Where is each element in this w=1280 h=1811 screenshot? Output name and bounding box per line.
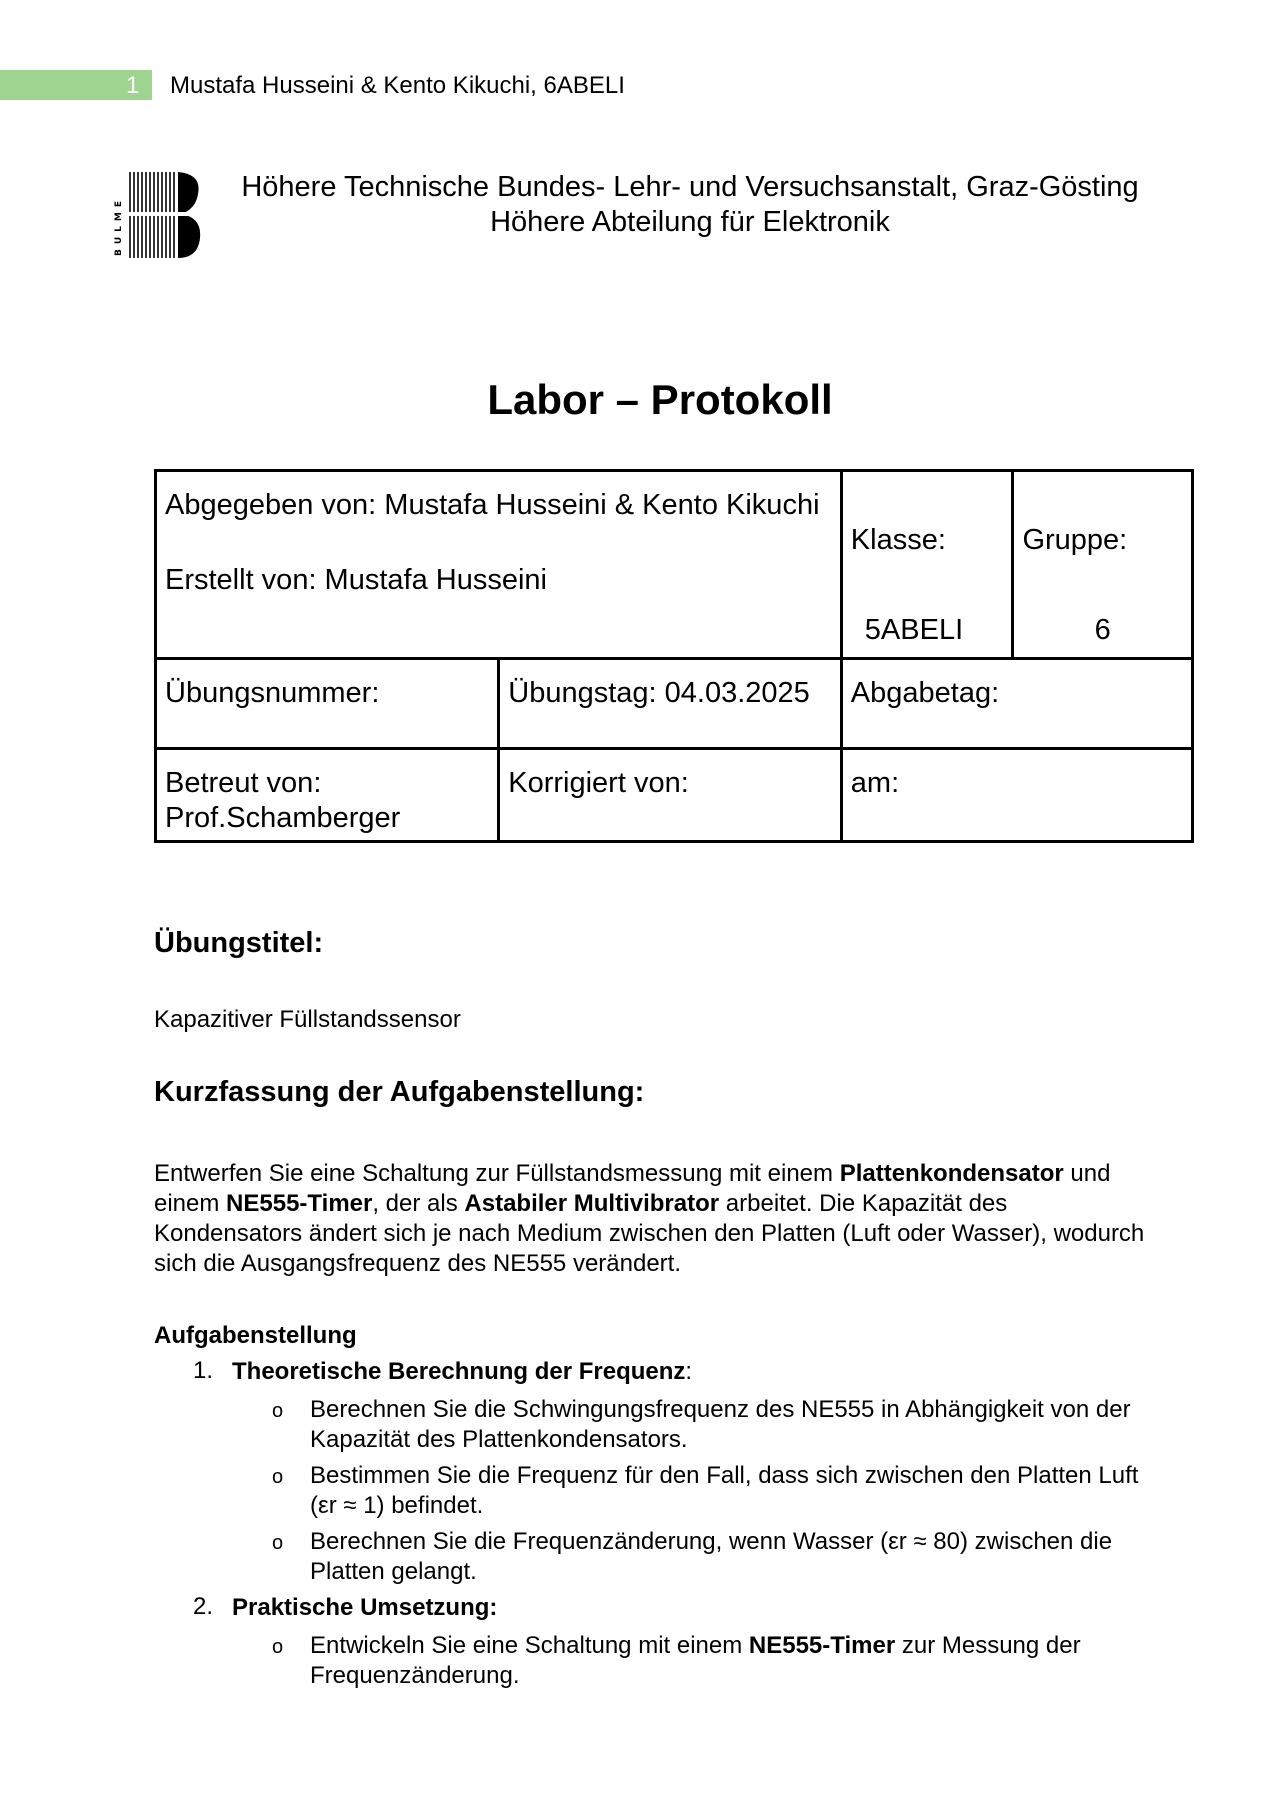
abgabetag-cell bbox=[841, 659, 1192, 749]
item2-title: Praktische Umsetzung: bbox=[232, 1594, 498, 1621]
created-by: Erstellt von: Mustafa Husseini bbox=[165, 564, 547, 596]
item1-title bbox=[232, 1357, 692, 1387]
meta-table bbox=[154, 469, 1194, 843]
betreut-cell bbox=[156, 749, 499, 842]
bulme-logo bbox=[112, 170, 204, 262]
bullet-icon: o bbox=[272, 1466, 284, 1488]
text-run: : bbox=[685, 1358, 693, 1385]
klasse-label: Klasse: bbox=[850, 524, 946, 556]
uebungstag-cell bbox=[499, 659, 842, 749]
submitted-by: Abgegeben von: Mustafa Husseini & Kento Kikuchi bbox=[165, 489, 820, 521]
am: am: bbox=[850, 767, 900, 799]
uebungstitel-heading: Übungstitel: bbox=[154, 927, 324, 959]
text-bold: Theoretische Berechnung der Frequenz bbox=[232, 1358, 686, 1385]
page-title: Labor – Protokoll bbox=[487, 376, 833, 423]
korrigiert-cell bbox=[499, 749, 842, 842]
gruppe-label: Gruppe: bbox=[1022, 524, 1128, 556]
item1-sub3: Berechnen Sie die Frequenzänderung, wenn Wasser (εr ≈ 80) zwischen die Platten gelangt. bbox=[310, 1528, 1113, 1585]
text-run: zur Messung der Frequenzänderung. bbox=[310, 1632, 1081, 1689]
gruppe-value: 6 bbox=[1094, 614, 1111, 646]
am-cell bbox=[841, 749, 1192, 842]
list-number: 2. bbox=[193, 1593, 214, 1620]
uebungsnummer: Übungsnummer: bbox=[165, 677, 380, 709]
item1-sub2: Bestimmen Sie die Frequenz für den Fall, dass sich zwischen den Platten Luft (εr ≈ 1) befindet. bbox=[310, 1462, 1139, 1519]
item1-sub1: Berechnen Sie die Schwingungsfrequenz des NE555 in Abhängigkeit von der Kapazität des Plattenkondensators. bbox=[310, 1396, 1131, 1453]
bullet-icon: o bbox=[272, 1532, 284, 1554]
bullet-icon: o bbox=[272, 1636, 284, 1658]
submitted-by-cell bbox=[156, 471, 842, 659]
text-run: Entwickeln Sie eine Schaltung mit einem bbox=[310, 1632, 749, 1659]
klasse-value: 5ABELI bbox=[864, 614, 964, 646]
uebungstag: Übungstag: 04.03.2025 bbox=[508, 677, 810, 709]
klasse-cell bbox=[841, 471, 1013, 659]
abgabetag: Abgabetag: bbox=[850, 677, 1000, 709]
page-number: 1 bbox=[126, 72, 140, 99]
text-bold: NE555-Timer bbox=[748, 1632, 896, 1659]
kurzfassung-paragraph bbox=[154, 1159, 1154, 1279]
gruppe-cell bbox=[1013, 471, 1193, 659]
text-run: arbeitet. Die Kapazität des Kondensators ändert sich je nach Medium zwischen den Platten (Luft oder Wasser), wodurch sich die Ausgangsfrequenz des NE555 verändert. bbox=[154, 1190, 1145, 1277]
kurzfassung-heading: Kurzfassung der Aufgabenstellung: bbox=[154, 1076, 645, 1108]
uebungstitel-text: Kapazitiver Füllstandssensor bbox=[154, 1006, 461, 1033]
header-authors: Mustafa Husseini & Kento Kikuchi, 6ABELI bbox=[170, 72, 625, 99]
aufgaben-heading: Aufgabenstellung bbox=[154, 1322, 357, 1349]
school-line2: Höhere Abteilung für Elektronik bbox=[490, 206, 890, 238]
uebungsnummer-cell bbox=[156, 659, 499, 749]
text-bold: NE555-Timer bbox=[226, 1190, 373, 1217]
text-bold: Plattenkondensator bbox=[839, 1160, 1064, 1187]
text-run: Entwerfen Sie eine Schaltung zur Füllstandsmessung mit einem bbox=[154, 1160, 840, 1187]
text-bold: Astabiler Multivibrator bbox=[464, 1190, 720, 1217]
list-number: 1. bbox=[193, 1357, 214, 1384]
text-run: und einem bbox=[154, 1160, 1111, 1217]
school-name bbox=[210, 170, 1170, 240]
betreut: Betreut von: Prof.Schamberger bbox=[165, 767, 401, 834]
school-line1: Höhere Technische Bundes- Lehr- und Versuchsanstalt, Graz-Gösting bbox=[241, 171, 1139, 203]
text-run: , der als bbox=[372, 1190, 465, 1217]
bullet-icon: o bbox=[272, 1400, 284, 1422]
svg-text:BULME: BULME bbox=[114, 195, 124, 256]
korrigiert: Korrigiert von: bbox=[508, 767, 689, 799]
item2-sub1 bbox=[310, 1631, 1170, 1691]
